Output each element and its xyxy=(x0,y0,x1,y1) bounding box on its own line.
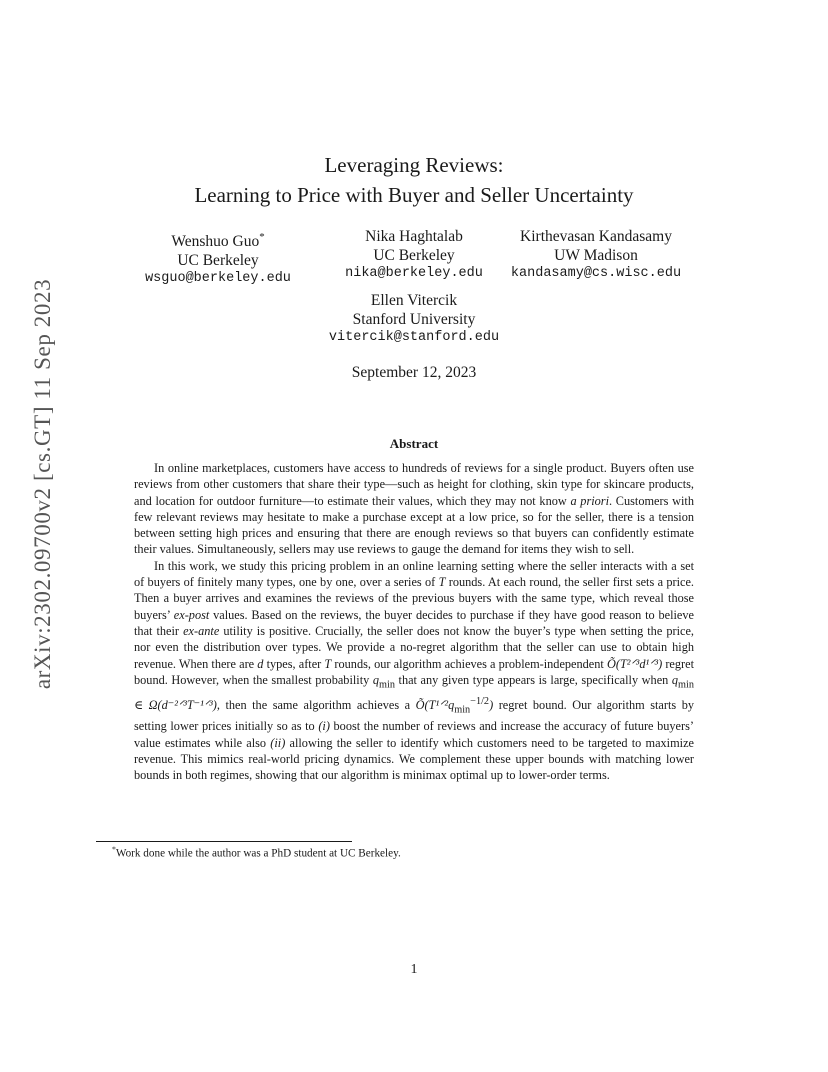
author-block-kandasamy xyxy=(496,228,696,284)
abstract-paragraph-2: In this work, we study this pricing problem in an online learning setting where the seller interacts with a set of buyers of finitely many types, one by one, over a series of T rounds. At each round, the seller first sets a price. Then a buyer arrives and examines the reviews of the previous buyers with the same type, which reveal those buyers’ ex-post values. Based on the reviews, the buyer decides to purchase if they have good reason to believe that their ex-ante utility is positive. Crucially, the seller does not know the buyer’s type when setting the price, nor even the distribution over types. We provide a no-regret algorithm that the seller can use to obtain high revenue. When there are d types, after T rounds, our algorithm achieves a problem-independent Õ(T²ᐟ³d¹ᐟ³) regret bound. However, when the smallest probability $q_{min}$ that any given type appears is large, specifically when $q_{min}$ ∈ Ω(d⁻²ᐟ³T⁻¹ᐟ³), then the same algorithm achieves a $Õ(T^1ᐟ^2q_{min}^{-1/2})$ regret bound. Our algorithm starts by setting lower prices initially so as to (i) boost the number of reviews and increase the accuracy of future buyers’ value estimates while also (ii) allowing the seller to identify which customers need to be targeted to maximize revenue. This mimics real-world pricing dynamics. We complement these upper bounds with matching lower bounds in both regimes, showing that our algorithm is minimax optimal up to lower-order terms. xyxy=(134,558,695,783)
author-name: Nika Haghtalab xyxy=(365,228,463,245)
publication-date: September 12, 2023 xyxy=(351,364,477,381)
author-email[interactable]: nika@berkeley.edu xyxy=(345,266,483,281)
abstract-paragraph-1: In online marketplaces, customers have access to hundreds of reviews for a single product. Buyers often use reviews from other customers that share their type—such as height for clothing, skin type for skincare products, and location for outdoor furniture—to estimate their values, which they may not know a priori. Customers with few relevant reviews may hesitate to make a purchase except at a low price, so for the seller, there is a tension between setting high prices and ensuring that there are enough reviews so that buyers can confidently estimate their values. Simultaneously, sellers may use reviews to gauge the demand for items they wish to sell. xyxy=(134,461,694,557)
author-block-vitercik xyxy=(314,292,514,348)
author-email[interactable]: vitercik@stanford.edu xyxy=(328,330,500,345)
author-name: Ellen Vitercik xyxy=(370,292,458,309)
regret-bound-2: Õ(T¹ᐟ²q xyxy=(415,697,455,712)
author-email[interactable]: wsguo@berkeley.edu xyxy=(145,271,291,287)
footnote-mark: * xyxy=(112,845,116,854)
author-affiliation: UC Berkeley xyxy=(177,251,259,269)
author-affiliation: UW Madison xyxy=(554,246,638,264)
abstract-heading: Abstract xyxy=(389,436,439,451)
title-line-2: Learning to Price with Buyer and Seller Uncertainty xyxy=(194,183,634,207)
author-block-haghtalab xyxy=(314,228,514,284)
paper-title xyxy=(0,150,828,210)
footnote-mark: * xyxy=(259,231,265,243)
footnote-text: Work done while the author was a PhD student at UC Berkeley. xyxy=(115,847,401,860)
abstract-body xyxy=(134,460,694,784)
footnote xyxy=(112,845,401,860)
author-affiliation: Stanford University xyxy=(352,310,476,328)
author-email[interactable]: kandasamy@cs.wisc.edu xyxy=(510,266,682,281)
page-number: 1 xyxy=(410,962,418,977)
author-affiliation: UC Berkeley xyxy=(373,246,455,264)
q-min-symbol: q xyxy=(372,672,379,687)
author-name: Wenshuo Guo xyxy=(171,233,260,251)
author-block-guo xyxy=(128,228,308,289)
title-line-1: Leveraging Reviews: xyxy=(324,153,504,177)
author-name: Kirthevasan Kandasamy xyxy=(520,228,672,245)
footnote-divider xyxy=(96,841,352,842)
arxiv-identifier-stamp xyxy=(19,278,67,690)
regret-condition: ∈ Ω(d⁻²ᐟ³T⁻¹ᐟ³) xyxy=(134,697,217,712)
arxiv-identifier-text: arXiv:2302.09700v2 [cs.GT] 11 Sep 2023 xyxy=(30,278,55,690)
regret-bound-1: Õ(T²ᐟ³d¹ᐟ³) xyxy=(606,656,663,671)
